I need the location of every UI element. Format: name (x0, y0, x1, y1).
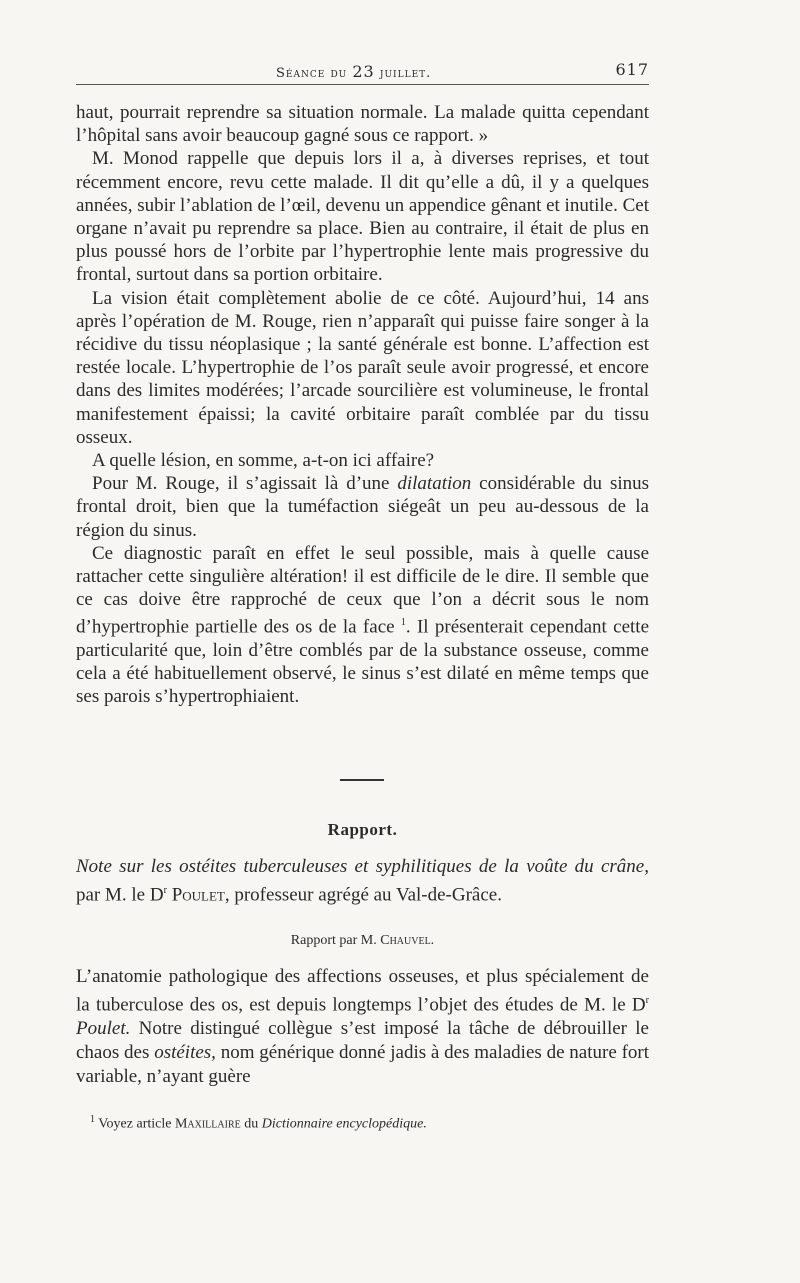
report-text-start: L’anatomie pathologique des affections osseuses, et plus spécialement de la tuberculose des os, est depuis longtemps l’objet des études de M. le D (76, 966, 649, 1016)
paragraph-1: haut, pourrait reprendre sa situation normale. La malade quitta cependant l’hôpital sans avoir beaucoup gagné sous ce rapport. » (76, 102, 649, 147)
paragraph-6-text: Ce diagnostic paraît en effet le seul possible, mais à quelle cause rattacher cette singulière altération! il est difficile de le dire. Il semble que ce cas doive être rapproché de ceux que l’on a décrit sous le nom d’hypertrophie partielle des os de la face (76, 542, 649, 638)
note-title-by: par M. le D (76, 884, 164, 906)
footnote-text: Voyez article (95, 1116, 175, 1132)
footnote (90, 1114, 650, 1133)
section-separator (340, 779, 384, 781)
footnote-number: 1 (90, 1114, 95, 1125)
note-title (76, 855, 649, 907)
section-title: Rapport. (327, 820, 398, 839)
page-number: 617 (615, 60, 649, 79)
rapporteur-line (76, 933, 649, 949)
footnote-smallcaps: Maxillaire (174, 1116, 241, 1132)
rapporteur-name: Chauvel. (380, 933, 435, 948)
footnote-italic: Dictionnaire encyclopédique. (261, 1116, 427, 1132)
note-author: Poulet, (166, 884, 230, 906)
paragraph-5 (76, 472, 649, 542)
report-text-end: nom générique donné jadis à des maladies de nature fort variable, n’ayant guère (76, 1042, 649, 1088)
note-title-italic: Note sur les ostéites tuberculeuses et syphilitiques de la voûte du crâne, (76, 856, 649, 877)
paragraph-5-text-end: considérable du sinus frontal droit, bien que la tuméfaction siégeât un peu au-dessous de la région du sinus. (76, 473, 650, 541)
rapporteur-prefix: Rapport par M. (290, 933, 381, 948)
header-title (276, 62, 431, 81)
header-title-prefix: Séance du (276, 66, 353, 81)
header-title-suffix: juillet. (374, 66, 432, 81)
report-text (76, 965, 649, 1089)
footnote-text-mid: du (240, 1116, 262, 1132)
paragraph-3: La vision était complètement abolie de ce côté. Aujourd’hui, 14 ans après l’opération de M. Rouge, rien n’apparaît qui puisse faire songer à la récidive du tissu néoplasique ; la santé générale est bonne. L’affection est restée locale. L’hypertrophie de l’os paraît seule avoir progressé, et encore dans des limites modérées; l’arcade sourcilière est volumineuse, le frontal manifestement épaissi; la cavité orbitaire paraît comblée par du tissu osseux. (76, 287, 649, 448)
footnote-ref: 1 (400, 617, 406, 629)
report-text-italic: ostéites, (154, 1042, 216, 1064)
header-title-date: 23 (352, 62, 375, 81)
body-text (76, 101, 649, 709)
note-title-sup: r (163, 885, 167, 896)
running-header (76, 58, 649, 82)
report-text-sup: r (645, 995, 649, 1006)
paragraph-5-text: Pour M. Rouge, il s’agissait là d’une (92, 473, 398, 495)
report-text-name: Poulet. (76, 1018, 131, 1040)
paragraph-4: A quelle lésion, en somme, a-t-on ici affaire? (92, 450, 435, 472)
paragraph-6 (76, 542, 649, 709)
paragraph-2: M. Monod rappelle que depuis lors il a, à diverses reprises, et tout récemment encore, revu cette malade. Il dit qu’elle a dû, il y a quelques années, subir l’ablation de l’œil, devenu un appendice gênant et inutile. Cet organe n’avait pu reprendre sa place. Bien au contraire, il était de plus en plus poussé hors de l’orbite par l’hypertrophie lente mais progressive du frontal, surtout dans sa portion orbitaire. (76, 148, 649, 286)
header-rule (76, 84, 649, 85)
note-author-title: professeur agrégé au Val-de-Grâce. (229, 884, 502, 906)
report-text-mid: Notre distingué collègue s’est imposé la tâche de débrouiller le chaos des (76, 1018, 649, 1064)
paragraph-5-italic: dilatation (397, 473, 472, 495)
paragraph-6-text-end: . Il présenterait cependant cette particularité que, loin d’être comblés par de la substance osseuse, comme cela a été habituellement observé, le sinus s’est dilaté en même temps que ses parois s’hypertrophiaient. (76, 616, 650, 708)
